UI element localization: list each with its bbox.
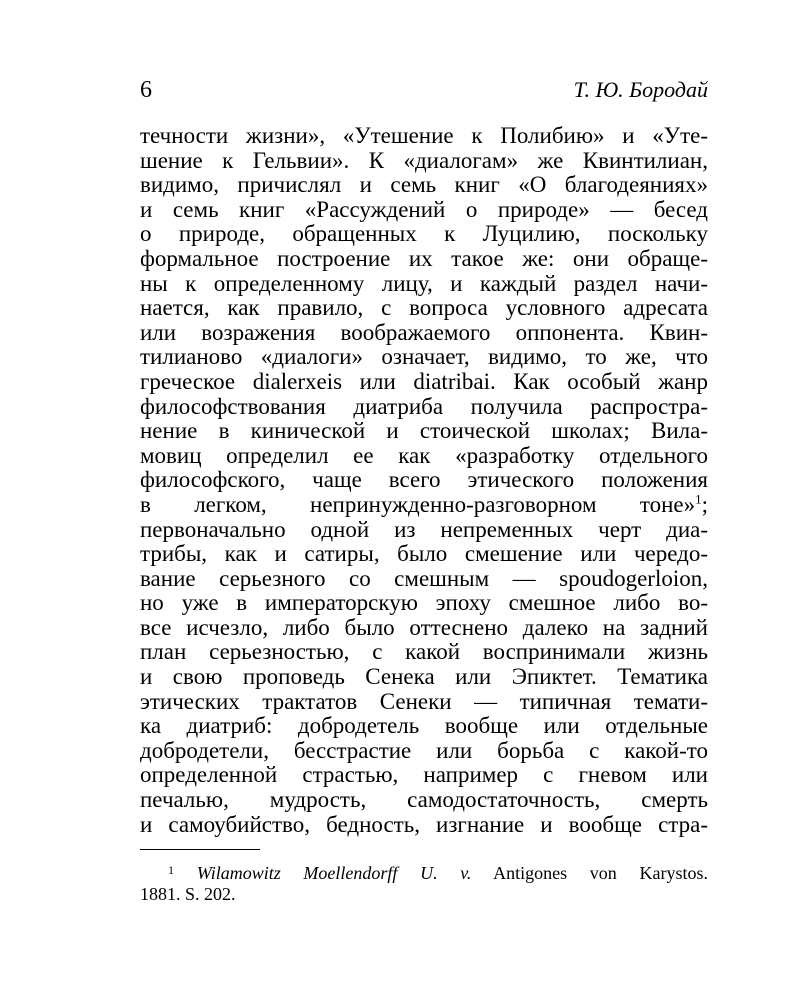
text-line: и семь книг «Рассуждений о природе» — бесед — [140, 196, 708, 222]
text-line: определенной страстью, например с гневом или — [140, 762, 708, 788]
text-line: греческое dialerxeis или diatribai. Как особый жанр — [140, 368, 708, 394]
text-line: план серьезностью, с какой воспринимали жизнь — [140, 639, 708, 665]
text-line: философствования диатриба получила распростра- — [140, 393, 708, 419]
text-line: тилианово «диалоги» означает, видимо, то же, что — [140, 344, 708, 370]
running-head: Т. Ю. Бородай — [573, 77, 708, 102]
text-line: этических трактатов Сенеки — типичная темати- — [140, 688, 708, 714]
text-line: мовиц определил ее как «разработку отдельного — [140, 442, 708, 468]
footnote-line — [140, 858, 708, 882]
footnote-reference-suffix: ; — [701, 491, 708, 517]
text-line: и самоубийство, бедность, изгнание и вообще стра- — [140, 811, 708, 837]
text-line: добродетели, бесстрастие или борьба с какой-то — [140, 737, 708, 763]
text-line-content: в легком, непринужденно-разговорном тоне» — [140, 491, 696, 517]
text-line: формальное построение их такое же: они обраще- — [140, 245, 708, 271]
text-line: нение в кинической и стоической школах; Вила- — [140, 418, 708, 444]
footnote-divider — [140, 849, 260, 850]
text-line: течности жизни», «Утешение к Полибию» и «Уте- — [140, 123, 708, 148]
body-text — [140, 124, 708, 837]
text-line: о природе, обращенных к Луцилию, поскольку — [140, 221, 708, 247]
text-line: печалью, мудрость, самодостаточность, смерть — [140, 787, 708, 813]
footnote-reference[interactable]: 1 — [695, 491, 702, 507]
footnote-author: Wilamowitz Moellendorff U. v. — [196, 863, 472, 883]
text-line: вание серьезного со смешным — spoudogerloion, — [140, 565, 708, 591]
footnote — [140, 858, 708, 906]
page-number: 6 — [140, 77, 152, 103]
text-line: все исчезло, либо было оттеснено далеко на задний — [140, 614, 708, 640]
text-line: первоначально одной из непременных черт диа- — [140, 516, 708, 542]
text-line: видимо, причислял и семь книг «О благодеяниях» — [140, 172, 708, 198]
text-line-with-footnote — [140, 493, 708, 518]
text-line: трибы, как и сатиры, было смешение или чередо- — [140, 541, 708, 567]
text-line: философского, чаще всего этического положения — [140, 467, 708, 493]
text-line: но уже в императорскую эпоху смешное либо во- — [140, 590, 708, 616]
footnote-title: Antigones von Karystos. — [493, 863, 708, 883]
text-line: шение к Гельвии». К «диалогам» же Квинтилиан, — [140, 147, 708, 173]
footnote-details: 1881. S. 202. — [140, 884, 236, 904]
footnote-mark: 1 — [168, 863, 174, 877]
text-line: или возражения воображаемого оппонента. Квин- — [140, 319, 708, 345]
text-line: ка диатриб: добродетель вообще или отдельные — [140, 713, 708, 739]
text-line: и свою проповедь Сенека или Эпиктет. Тематика — [140, 664, 708, 690]
text-line: нается, как правило, с вопроса условного адресата — [140, 295, 708, 321]
text-line: ны к определенному лицу, и каждый раздел начи- — [140, 270, 708, 296]
